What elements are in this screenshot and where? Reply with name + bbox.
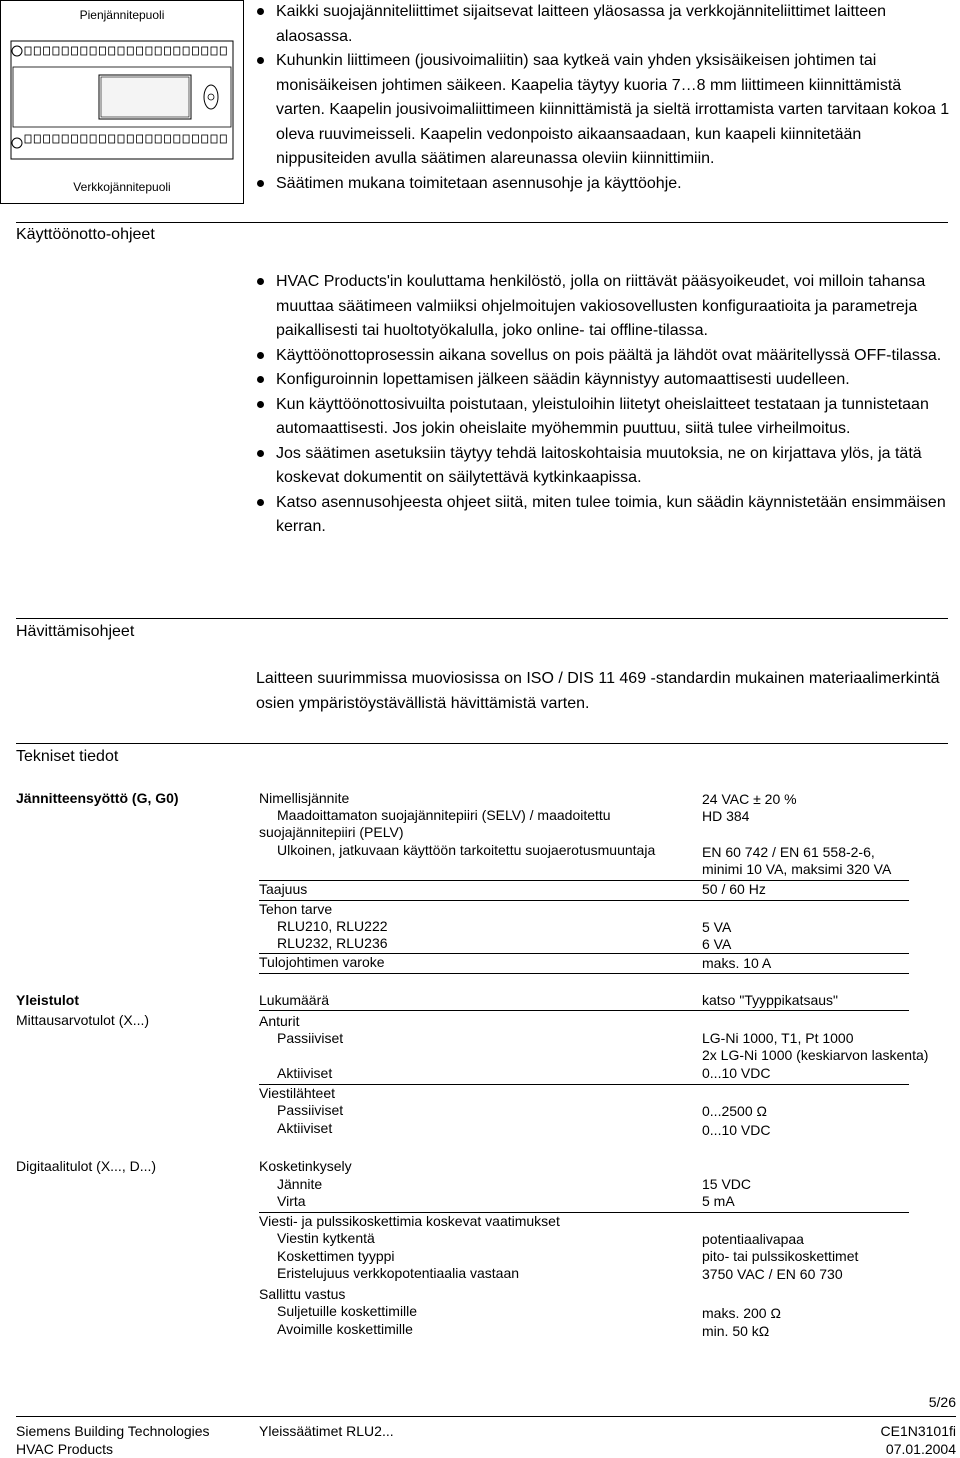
spec-value: 3750 VAC / EN 60 730 bbox=[702, 1266, 843, 1282]
list-item: Jos säätimen asetuksiin täytyy tehdä laitoskohtaisia muutoksia, ne on kirjattava ylös, ja tätä koskevat dokumentit on säilytettävä kytkinkaapissa. bbox=[256, 442, 950, 491]
tech-heading: Tekniset tiedot bbox=[16, 748, 119, 765]
spec-label: Passiiviset bbox=[277, 1030, 344, 1046]
spec-value: HD 384 bbox=[702, 808, 750, 824]
spec-label: Nimellisjännite bbox=[259, 790, 350, 806]
spec-label: Tehon tarve bbox=[259, 901, 333, 917]
spec-value: minimi 10 VA, maksimi 320 VA bbox=[702, 861, 892, 877]
spec-label: Aktiiviset bbox=[277, 1120, 333, 1136]
spec-label: Ulkoinen, jatkuvaan käyttöön tarkoitettu suojaerotusmuuntaja bbox=[277, 842, 656, 858]
section-label-digital: Digitaalitulot (X..., D...) bbox=[16, 1158, 157, 1174]
spec-value: maks. 200 Ω bbox=[702, 1305, 781, 1321]
row-divider bbox=[259, 880, 909, 881]
spec-value: 0...2500 Ω bbox=[702, 1103, 767, 1119]
list-item: Konfiguroinnin lopettamisen jälkeen säädin käynnistyy automaattisesti uudelleen. bbox=[256, 368, 950, 393]
row-divider bbox=[259, 900, 909, 901]
row-divider bbox=[259, 1084, 909, 1085]
figure-bottom-label: Verkkojännitepuoli bbox=[73, 180, 171, 194]
spec-label: Eristelujuus verkkopotentiaalia vastaan bbox=[277, 1265, 520, 1281]
commissioning-bullet-list bbox=[256, 270, 950, 540]
spec-value: 15 VDC bbox=[702, 1176, 752, 1192]
spec-label: Virta bbox=[277, 1193, 306, 1209]
controller-drawing bbox=[1, 31, 243, 171]
device-figure bbox=[0, 0, 244, 204]
spec-value: 0...10 VDC bbox=[702, 1122, 771, 1138]
spec-label: Viestilähteet bbox=[259, 1085, 336, 1101]
footer-doc-id: CE1N3101fi bbox=[880, 1423, 956, 1439]
spec-label: Koskettimen tyyppi bbox=[277, 1248, 395, 1264]
commissioning-heading: Käyttöönotto-ohjeet bbox=[16, 226, 155, 243]
footer-date: 07.01.2004 bbox=[885, 1441, 956, 1457]
spec-value: 5 mA bbox=[702, 1193, 735, 1209]
page-number: 5/26 bbox=[928, 1394, 956, 1410]
list-item: Kaikki suojajänniteliittimet sijaitsevat laitteen yläosassa ja verkkojänniteliittimet laitteen alaosassa. bbox=[256, 0, 950, 49]
list-item: Käyttöönottoprosessin aikana sovellus on pois päältä ja lähdöt ovat määritellyssä OFF-tilassa. bbox=[256, 344, 950, 369]
footer-division: HVAC Products bbox=[16, 1441, 113, 1457]
spec-value: LG-Ni 1000, T1, Pt 1000 bbox=[702, 1030, 854, 1046]
spec-label: Anturit bbox=[259, 1013, 300, 1029]
spec-value: pito- tai pulssikoskettimet bbox=[702, 1248, 859, 1264]
spec-value: 6 VA bbox=[702, 936, 732, 952]
footer-company: Siemens Building Technologies bbox=[16, 1423, 210, 1439]
footer-divider bbox=[16, 1416, 956, 1417]
section-label-power: Jännitteensyöttö (G, G0) bbox=[16, 790, 179, 806]
spec-value: min. 50 kΩ bbox=[702, 1323, 770, 1339]
spec-label: Maadoittamaton suojajännitepiiri (SELV) / maadoitettu bbox=[277, 807, 611, 823]
spec-label: suojajännitepiiri (PELV) bbox=[259, 824, 404, 840]
list-item: Katso asennusohjeesta ohjeet siitä, miten tulee toimia, kun säädin käynnistetään ensimmäisen kerran. bbox=[256, 491, 950, 540]
list-item: Kuhunkin liittimeen (jousivoimaliitin) saa kytkeä vain yhden yksisäikeisen johtimen tai monisäikeisen johtimen säikeen. Kaapelia täytyy kuoria 7…8 mm liittimeen kiinnittämistä varten. Kaapelin jousivoimaliittimeen kiinnittämistä ja sieltä irrottamista varten tarvitaan kokoa 1 oleva ruuvimeisseli. Kaapelin vedonpoisto aikaansaadaan, kun kaapeli kiinnitetään nippusiteiden avulla säätimen alareunassa oleviin kiinnittimiin. bbox=[256, 49, 950, 172]
spec-label: Taajuus bbox=[259, 881, 308, 897]
figure-top-label: Pienjännitepuoli bbox=[79, 8, 165, 22]
list-item: Kun käyttöönottosivuilta poistutaan, yleistuloihin liitetyt oheislaitteet testataan ja tunnistetaan automaattisesti. Jos jokin oheislaite myöhemmin puuttuu, siitä tulee virheilmoitus. bbox=[256, 393, 950, 442]
disposal-heading: Hävittämisohjeet bbox=[16, 623, 135, 640]
section-divider bbox=[16, 743, 948, 744]
row-divider bbox=[259, 1010, 909, 1011]
spec-label: Sallittu vastus bbox=[259, 1286, 346, 1302]
spec-label: Avoimille koskettimille bbox=[277, 1321, 413, 1337]
section-label-inputs: Yleistulot bbox=[16, 992, 80, 1008]
spec-value: 24 VAC ± 20 % bbox=[702, 791, 797, 807]
section-divider bbox=[16, 222, 948, 223]
spec-value: 50 / 60 Hz bbox=[702, 881, 766, 897]
spec-label: Jännite bbox=[277, 1176, 323, 1192]
row-divider bbox=[259, 973, 909, 974]
spec-value: 0...10 VDC bbox=[702, 1065, 771, 1081]
spec-label: RLU210, RLU222 bbox=[277, 918, 388, 934]
spec-label: Viestin kytkentä bbox=[277, 1230, 375, 1246]
list-item: HVAC Products'in kouluttama henkilöstö, jolla on riittävät pääsyoikeudet, voi milloin tahansa muuttaa säätimeen valmiiksi ohjelmoitujen vakiosovellusten konfiguraatioita ja parametreja paikallisesti tai huoltotyökalulla, joko online- tai offline-tilassa. bbox=[256, 270, 950, 344]
section-label-measurement: Mittausarvotulot (X...) bbox=[16, 1012, 150, 1028]
section-divider bbox=[16, 618, 948, 619]
intro-bullet-list bbox=[256, 0, 950, 196]
spec-value: katso "Tyyppikatsaus" bbox=[702, 992, 839, 1008]
spec-label: Lukumäärä bbox=[259, 992, 330, 1008]
spec-label: RLU232, RLU236 bbox=[277, 935, 388, 951]
spec-label: Kosketinkysely bbox=[259, 1158, 352, 1174]
spec-label: Suljetuille koskettimille bbox=[277, 1303, 418, 1319]
disposal-text: Laitteen suurimmissa muoviosissa on ISO / DIS 11 469 -standardin mukainen materiaalimerkintä osien ympäristöystävällistä hävittämistä varten. bbox=[256, 670, 940, 712]
spec-value: maks. 10 A bbox=[702, 955, 772, 971]
spec-label: Viesti- ja pulssikoskettimia koskevat vaatimukset bbox=[259, 1213, 560, 1229]
spec-value: EN 60 742 / EN 61 558-2-6, bbox=[702, 844, 875, 860]
spec-label: Aktiiviset bbox=[277, 1065, 333, 1081]
spec-value: potentiaalivapaa bbox=[702, 1231, 804, 1247]
spec-value: 2x LG-Ni 1000 (keskiarvon laskenta) bbox=[702, 1047, 929, 1063]
spec-label: Tulojohtimen varoke bbox=[259, 954, 385, 970]
spec-value: 5 VA bbox=[702, 919, 732, 935]
list-item: Säätimen mukana toimitetaan asennusohje ja käyttöohje. bbox=[256, 172, 950, 197]
spec-label: Passiiviset bbox=[277, 1102, 344, 1118]
footer-product: Yleissäätimet RLU2... bbox=[259, 1423, 394, 1439]
